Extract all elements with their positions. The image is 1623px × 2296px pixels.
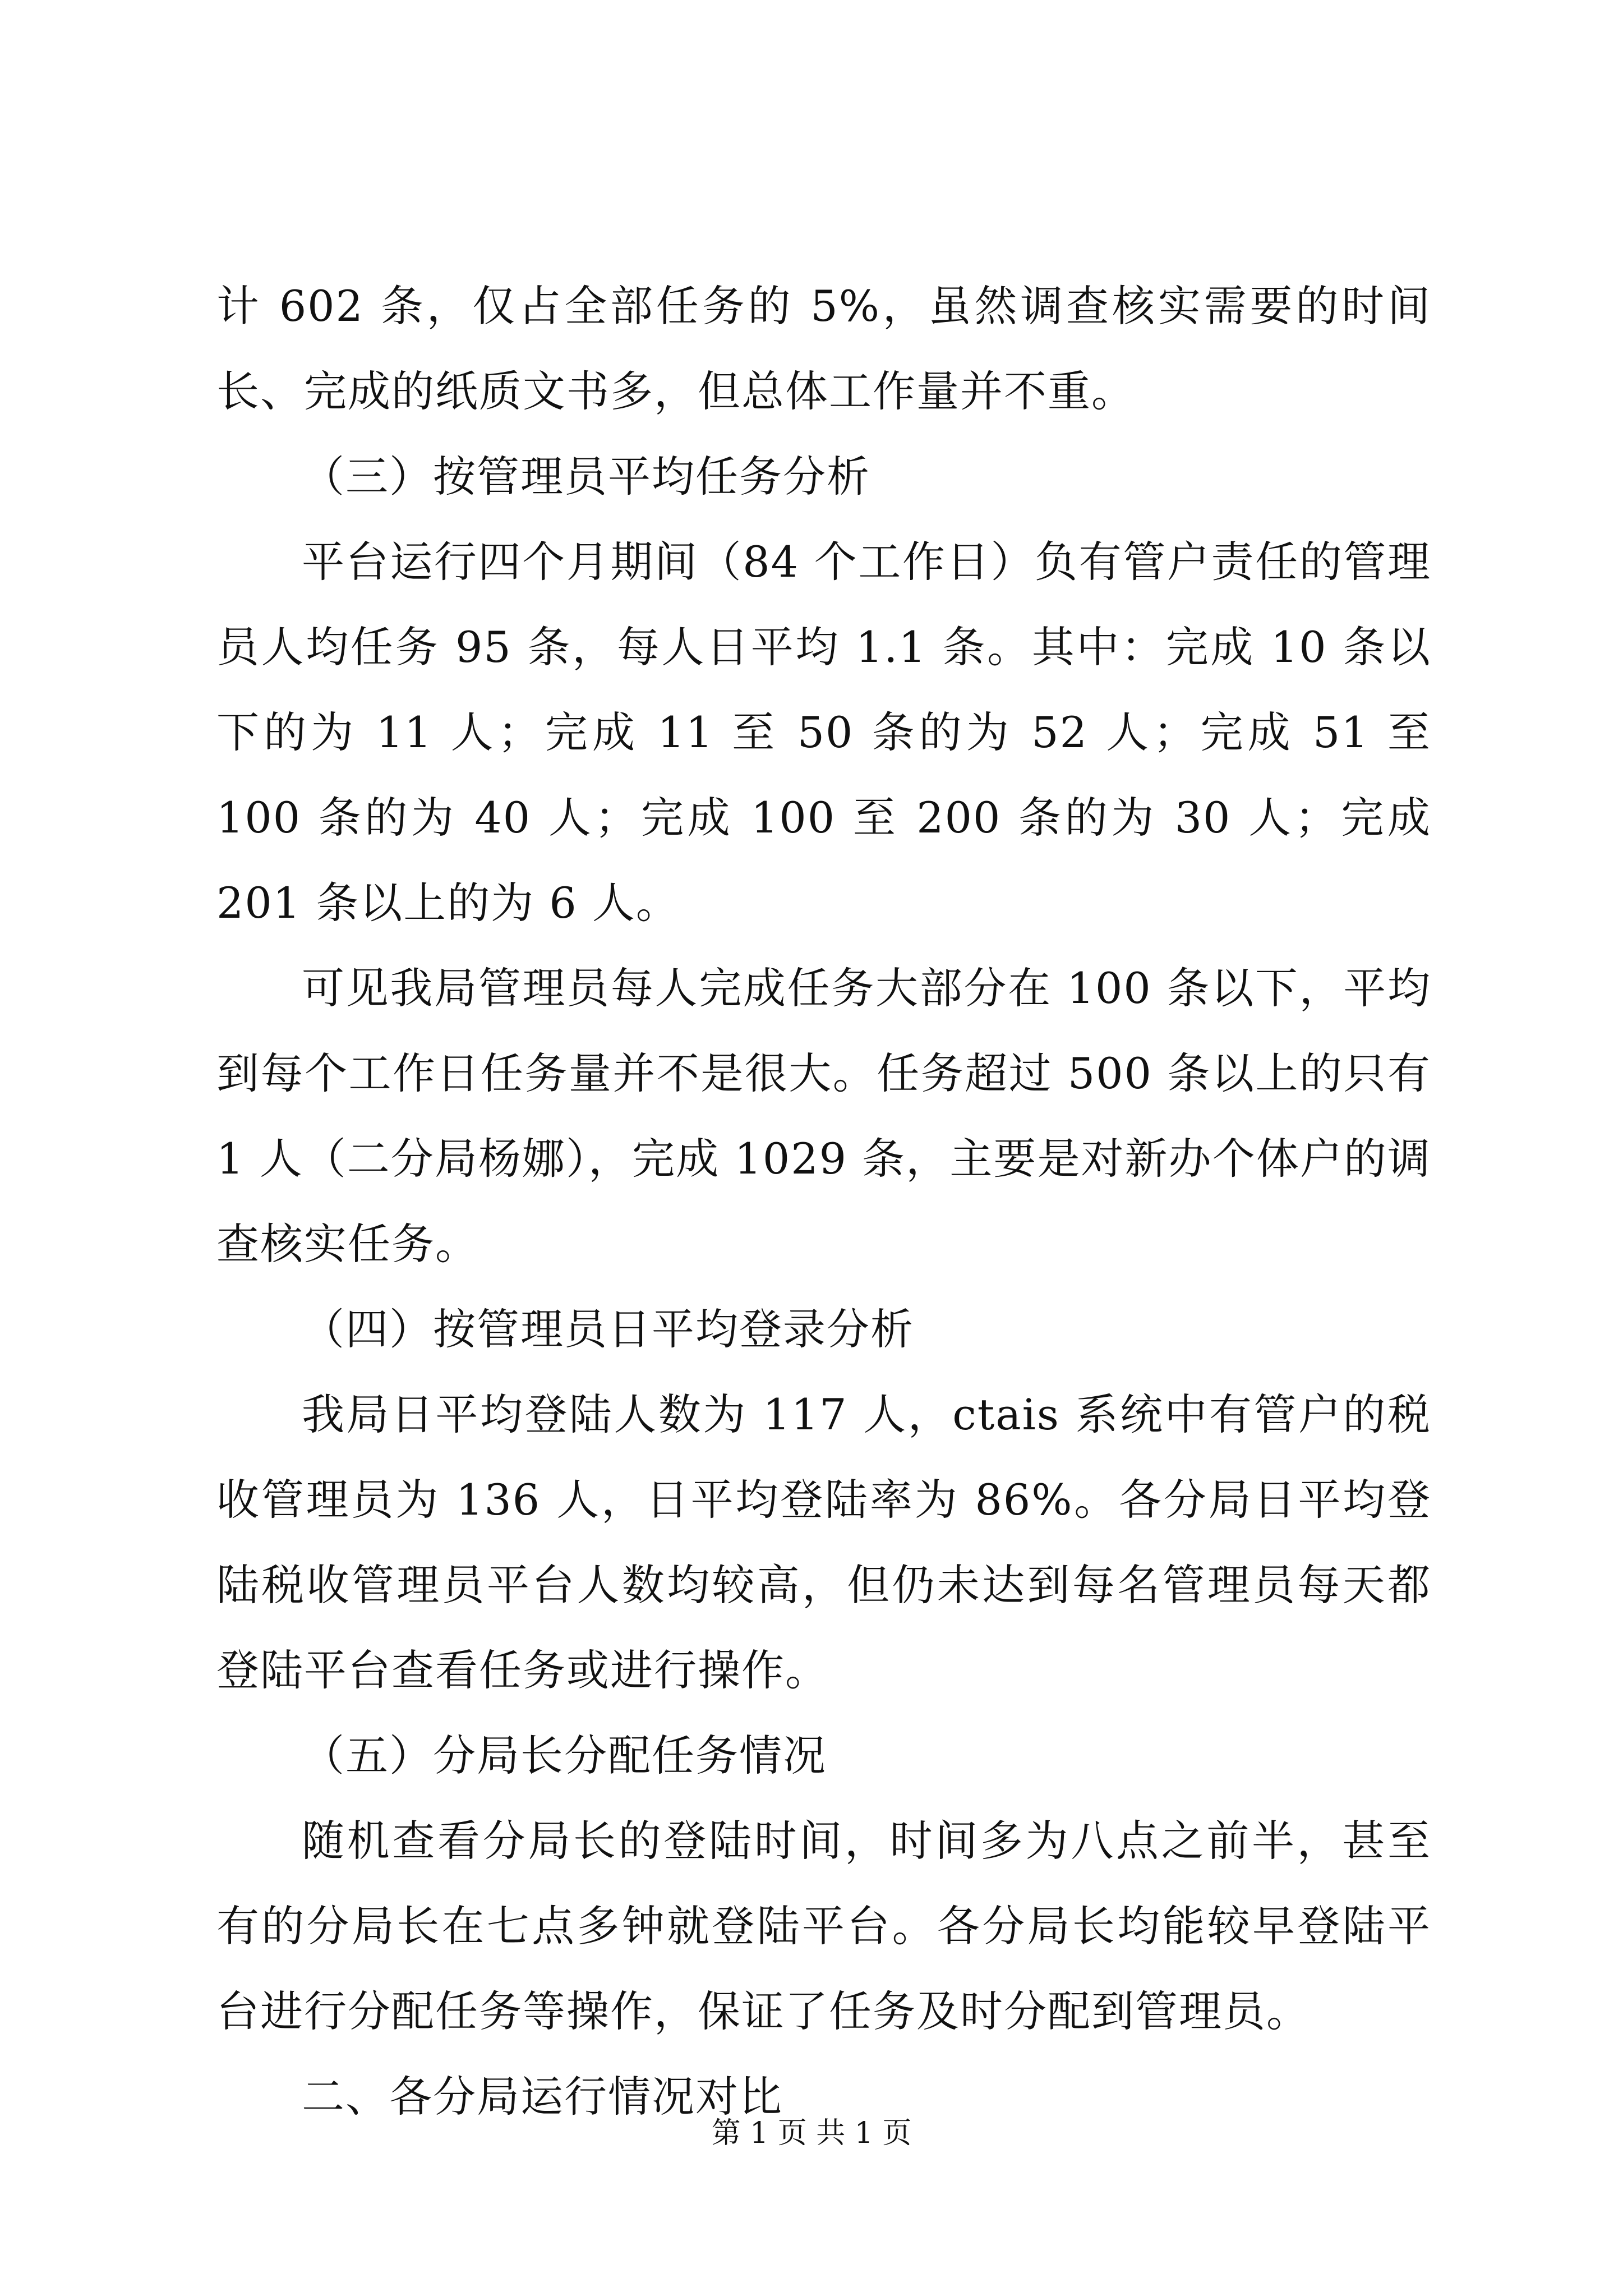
paragraph-login-analysis: 我局日平均登陆人数为 117 人，ctais 系统中有管户的税收管理员为 136 人，日平均登陆率为 86%。各分局日平均登陆税收管理员平台人数均较高，但仍未达到每名管理员每天都登陆平台查看任务或进行操作。	[216, 1389, 1431, 1695]
paragraph-average-tasks: 平台运行四个月期间（84 个工作日）负有管户责任的管理员人均任务 95 条，每人日平均 1.1 条。其中：完成 10 条以下的为 11 人；完成 11 至 50 条的为 52 人；完成 51 至 100 条的为 40 人；完成 100 至 200 条的为 30 人；完成 201 条以上的为 6 人。	[216, 537, 1431, 928]
paragraph-task-assignment: 随机查看分局长的登陆时间，时间多为八点之前半，甚至有的分局长在七点多钟就登陆平台。各分局长均能较早登陆平台进行分配任务等操作，保证了任务及时分配到管理员。	[216, 1816, 1431, 2036]
section-heading-2: 二、各分局运行情况对比	[302, 2072, 783, 2122]
page-footer: 第 1 页 共 1 页	[711, 2116, 912, 2150]
paragraph-continuation: 计 602 条，仅占全部任务的 5%，虽然调查核实需要的时间长、完成的纸质文书多，但总体工作量并不重。	[216, 281, 1431, 416]
document-body	[216, 264, 1431, 2139]
section-heading-5: （五）分局长分配任务情况	[302, 1731, 827, 1780]
paragraph-task-distribution: 可见我局管理员每人完成任务大部分在 100 条以下，平均到每个工作日任务量并不是很大。任务超过 500 条以上的只有 1 人（二分局杨娜），完成 1029 条，主要是对新办个体户的调查核实任务。	[216, 963, 1431, 1269]
section-heading-3: （三）按管理员平均任务分析	[302, 452, 870, 501]
section-heading-4: （四）按管理员日平均登录分析	[302, 1304, 914, 1354]
